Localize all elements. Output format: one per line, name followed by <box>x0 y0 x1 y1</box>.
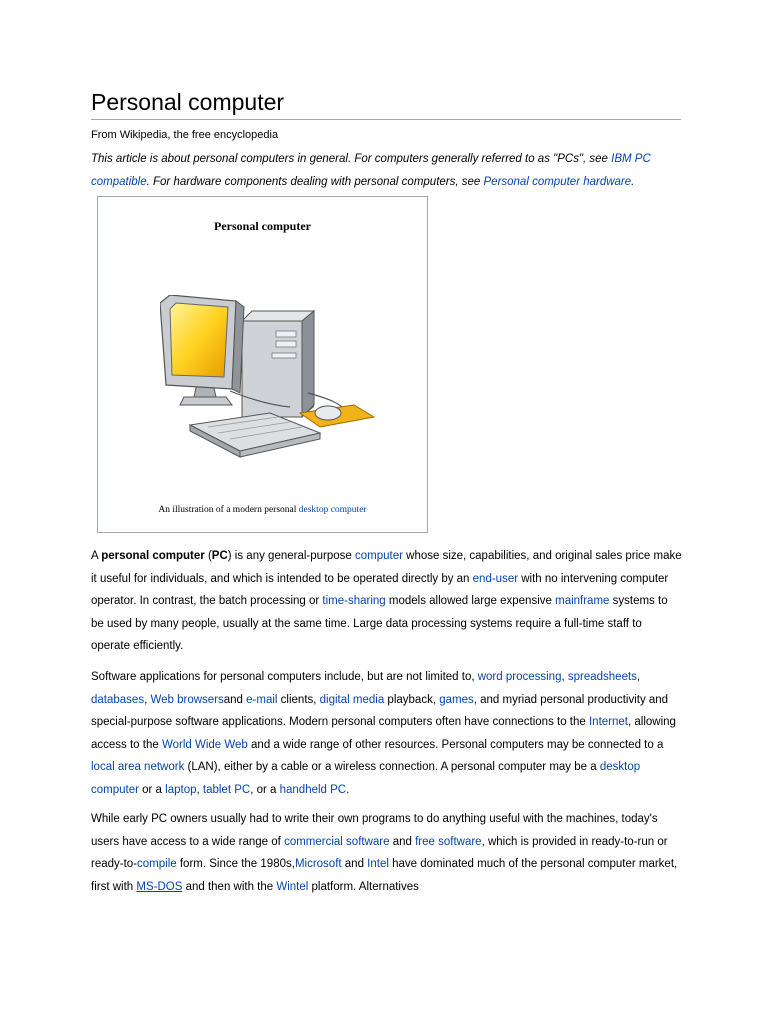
wintel-link[interactable]: Wintel <box>276 880 309 893</box>
tablet-pc-link[interactable]: tablet PC <box>202 783 251 796</box>
site-tagline: From Wikipedia, the free encyclopedia <box>91 129 279 141</box>
software-paragraph <box>91 666 683 801</box>
text: and a wide range of other resources. Personal computers may be connected to a <box>247 738 664 751</box>
text: . <box>346 783 350 796</box>
text: and <box>389 835 416 848</box>
ibm-pc-compatible-link[interactable]: IBM PC compatible <box>91 153 651 188</box>
history-paragraph <box>91 808 683 898</box>
text: models allowed large expensive <box>385 595 556 607</box>
web-browsers-link[interactable]: Web browsers <box>150 693 224 706</box>
microsoft-link[interactable]: Microsoft <box>294 858 342 870</box>
text: , <box>561 671 568 683</box>
text: and <box>223 693 247 706</box>
world-wide-web-link[interactable]: World Wide Web <box>161 738 248 751</box>
text: Software applications for personal computers include, but are not limited to, <box>91 671 478 683</box>
text: form. Since the 1980s, <box>176 858 295 870</box>
text: , <box>636 671 641 683</box>
text: , <box>144 693 151 706</box>
hatnote-text: . <box>631 176 635 188</box>
intel-link[interactable]: Intel <box>367 858 389 870</box>
text: , allowing access to the <box>91 716 676 751</box>
bold-term: PC <box>211 550 228 562</box>
infobox-caption <box>97 505 428 515</box>
infobox <box>97 196 428 533</box>
text: , which is provided in ready-to-run or ready-to- <box>91 835 668 870</box>
commercial-software-link[interactable]: commercial software <box>284 835 390 848</box>
text: with no intervening computer operator. In contrast, the batch processing or <box>91 572 669 607</box>
text: systems to be used by many people, usually at the same time. Large data processing systems require a full-time staff to operate efficiently. <box>91 595 668 652</box>
text: whose size, capabilities, and original sales price make it useful for individuals, and which is intended to be operated directly by an <box>91 550 682 585</box>
text: (LAN), either by a cable or a wireless connection. A personal computer may be a <box>184 761 600 773</box>
hatnote <box>91 148 681 194</box>
compile-link[interactable]: compile <box>137 858 177 870</box>
internet-link[interactable]: Internet <box>588 716 628 728</box>
text: , <box>196 783 203 796</box>
text: or a <box>138 783 166 796</box>
databases-link[interactable]: databases <box>91 693 145 706</box>
text: , and myriad personal productivity and special-purpose software applications. Modern personal computers often have connections to the <box>91 693 669 728</box>
text: ) is any general-purpose <box>227 550 355 562</box>
bold-term: personal computer <box>101 550 205 562</box>
ms-dos-link[interactable]: MS-DOS <box>136 880 183 893</box>
text: ( <box>204 550 212 562</box>
handheld-pc-link[interactable]: handheld PC <box>279 783 347 796</box>
text: A <box>91 550 102 562</box>
infobox-title: Personal computer <box>214 219 311 233</box>
text: , or a <box>250 783 280 796</box>
hatnote-text: This article is about personal computers in general. For computers generally referred to as "PCs", see <box>91 153 612 165</box>
e-mail-link[interactable]: e-mail <box>246 693 278 706</box>
laptop-link[interactable]: laptop <box>165 783 197 796</box>
personal-computer-hardware-link[interactable]: Personal computer hardware <box>483 176 632 188</box>
page-title: Personal computer <box>91 88 681 120</box>
free-software-link[interactable]: free software <box>415 835 482 848</box>
text: have dominated much of the personal computer market, first with <box>91 858 678 893</box>
time-sharing-link[interactable]: time-sharing <box>322 595 386 607</box>
intro-paragraph <box>91 545 683 658</box>
desktop-computer-illustration-icon[interactable] <box>160 295 378 466</box>
digital-media-link[interactable]: digital media <box>319 693 385 706</box>
mainframe-link[interactable]: mainframe <box>555 595 610 607</box>
text: and <box>341 858 368 870</box>
games-link[interactable]: games <box>439 693 474 706</box>
text: playback, <box>384 693 440 706</box>
text: and then with the <box>182 880 277 893</box>
desktop-computer-link[interactable]: desktop computer <box>91 761 641 796</box>
text: While early PC owners usually had to write their own programs to do anything useful with the machines, today's users have access to a wide range of <box>91 813 658 848</box>
text: clients, <box>277 693 320 706</box>
hatnote-text: . For hardware components dealing with personal computers, see <box>146 176 484 188</box>
spreadsheets-link[interactable]: spreadsheets <box>567 671 637 683</box>
local-area-network-link[interactable]: local area network <box>91 761 185 773</box>
caption-text: An illustration of a modern personal <box>158 505 299 515</box>
word-processing-link[interactable]: word processing <box>477 671 562 683</box>
end-user-link[interactable]: end-user <box>472 572 519 585</box>
desktop-computer-illustration <box>160 295 378 461</box>
desktop-computer-caption-link[interactable]: desktop computer <box>298 505 367 515</box>
text: platform. Alternatives <box>308 880 419 893</box>
computer-link[interactable]: computer <box>355 550 403 562</box>
